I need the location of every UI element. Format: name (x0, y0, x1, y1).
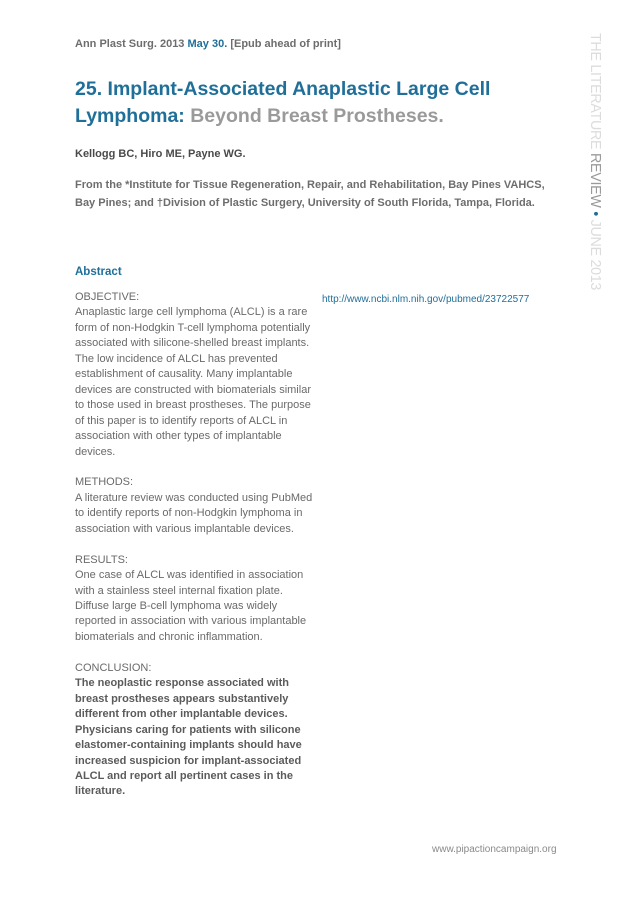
conclusion-label: CONCLUSION: (75, 661, 152, 674)
results-section (75, 553, 317, 646)
author-list: Kellogg BC, Hiro ME, Payne WG. (75, 148, 246, 160)
author-affiliation: From the *Institute for Tissue Regeneration, Repair, and Rehabilitation, Bay Pines VAHCS, Bay Pines; and †Division of Plastic Surgery, University of South Florida, Tampa, Florida. (75, 179, 545, 209)
results-label: RESULTS: (75, 553, 128, 566)
footer-website: www.pipactioncampaign.org (432, 844, 557, 855)
sidebar-date: JUNE 2013 (587, 219, 603, 291)
journal-sidebar (583, 33, 603, 295)
citation-line (75, 38, 341, 50)
publication-status: [Epub ahead of print] (230, 38, 341, 50)
sidebar-bullet: • (587, 211, 603, 216)
conclusion-text: The neoplastic response associated with breast prostheses appears substantively different from other implantable devices. Physicians caring for patients with silicone elastomer-containing implants should have increased suspicion for implant-associated ALCL and report all pertinent cases in the literature. (75, 677, 302, 798)
methods-section (75, 475, 317, 537)
objective-section (75, 290, 317, 460)
methods-text: A literature review was conducted using PubMed to identify reports of non-Hodgkin lymphoma in association with various implantable devices. (75, 491, 313, 535)
sidebar-literature: THE LITERATURE (587, 33, 603, 150)
sidebar-review: REVIEW (587, 152, 603, 208)
objective-text: Anaplastic large cell lymphoma (ALCL) is a rare form of non-Hodgkin T-cell lymphoma potentially associated with silicone-shelled breast implants. The low incidence of ALCL has prevented establishment of causality. Many implantable devices are constructed with biomaterials similar to those used in breast prostheses. The purpose of this paper is to identify reports of ALCL in association with other types of implantable devices. (75, 306, 311, 458)
article-title (75, 76, 575, 130)
abstract-body (75, 290, 317, 815)
article-number: 25. (75, 78, 103, 100)
pubmed-link[interactable]: http://www.ncbi.nlm.nih.gov/pubmed/23722577 (322, 294, 530, 305)
publication-date: May 30. (187, 38, 228, 50)
methods-label: METHODS: (75, 476, 134, 489)
conclusion-section (75, 661, 317, 800)
article-title-main: Implant-Associated Anaplastic Large Cell Lymphoma: (75, 78, 491, 127)
results-text: One case of ALCL was identified in association with a stainless steel internal fixation plate. Diffuse large B-cell lymphoma was widely reported in association with various implantable biomaterials and chronic inflammation. (75, 569, 307, 643)
journal-name: Ann Plast Surg. 2013 (75, 38, 185, 50)
sidebar-masthead (583, 33, 603, 295)
abstract-heading: Abstract (75, 266, 122, 278)
article-title-subtitle: Beyond Breast Prostheses. (190, 105, 444, 127)
objective-label: OBJECTIVE: (75, 291, 140, 303)
